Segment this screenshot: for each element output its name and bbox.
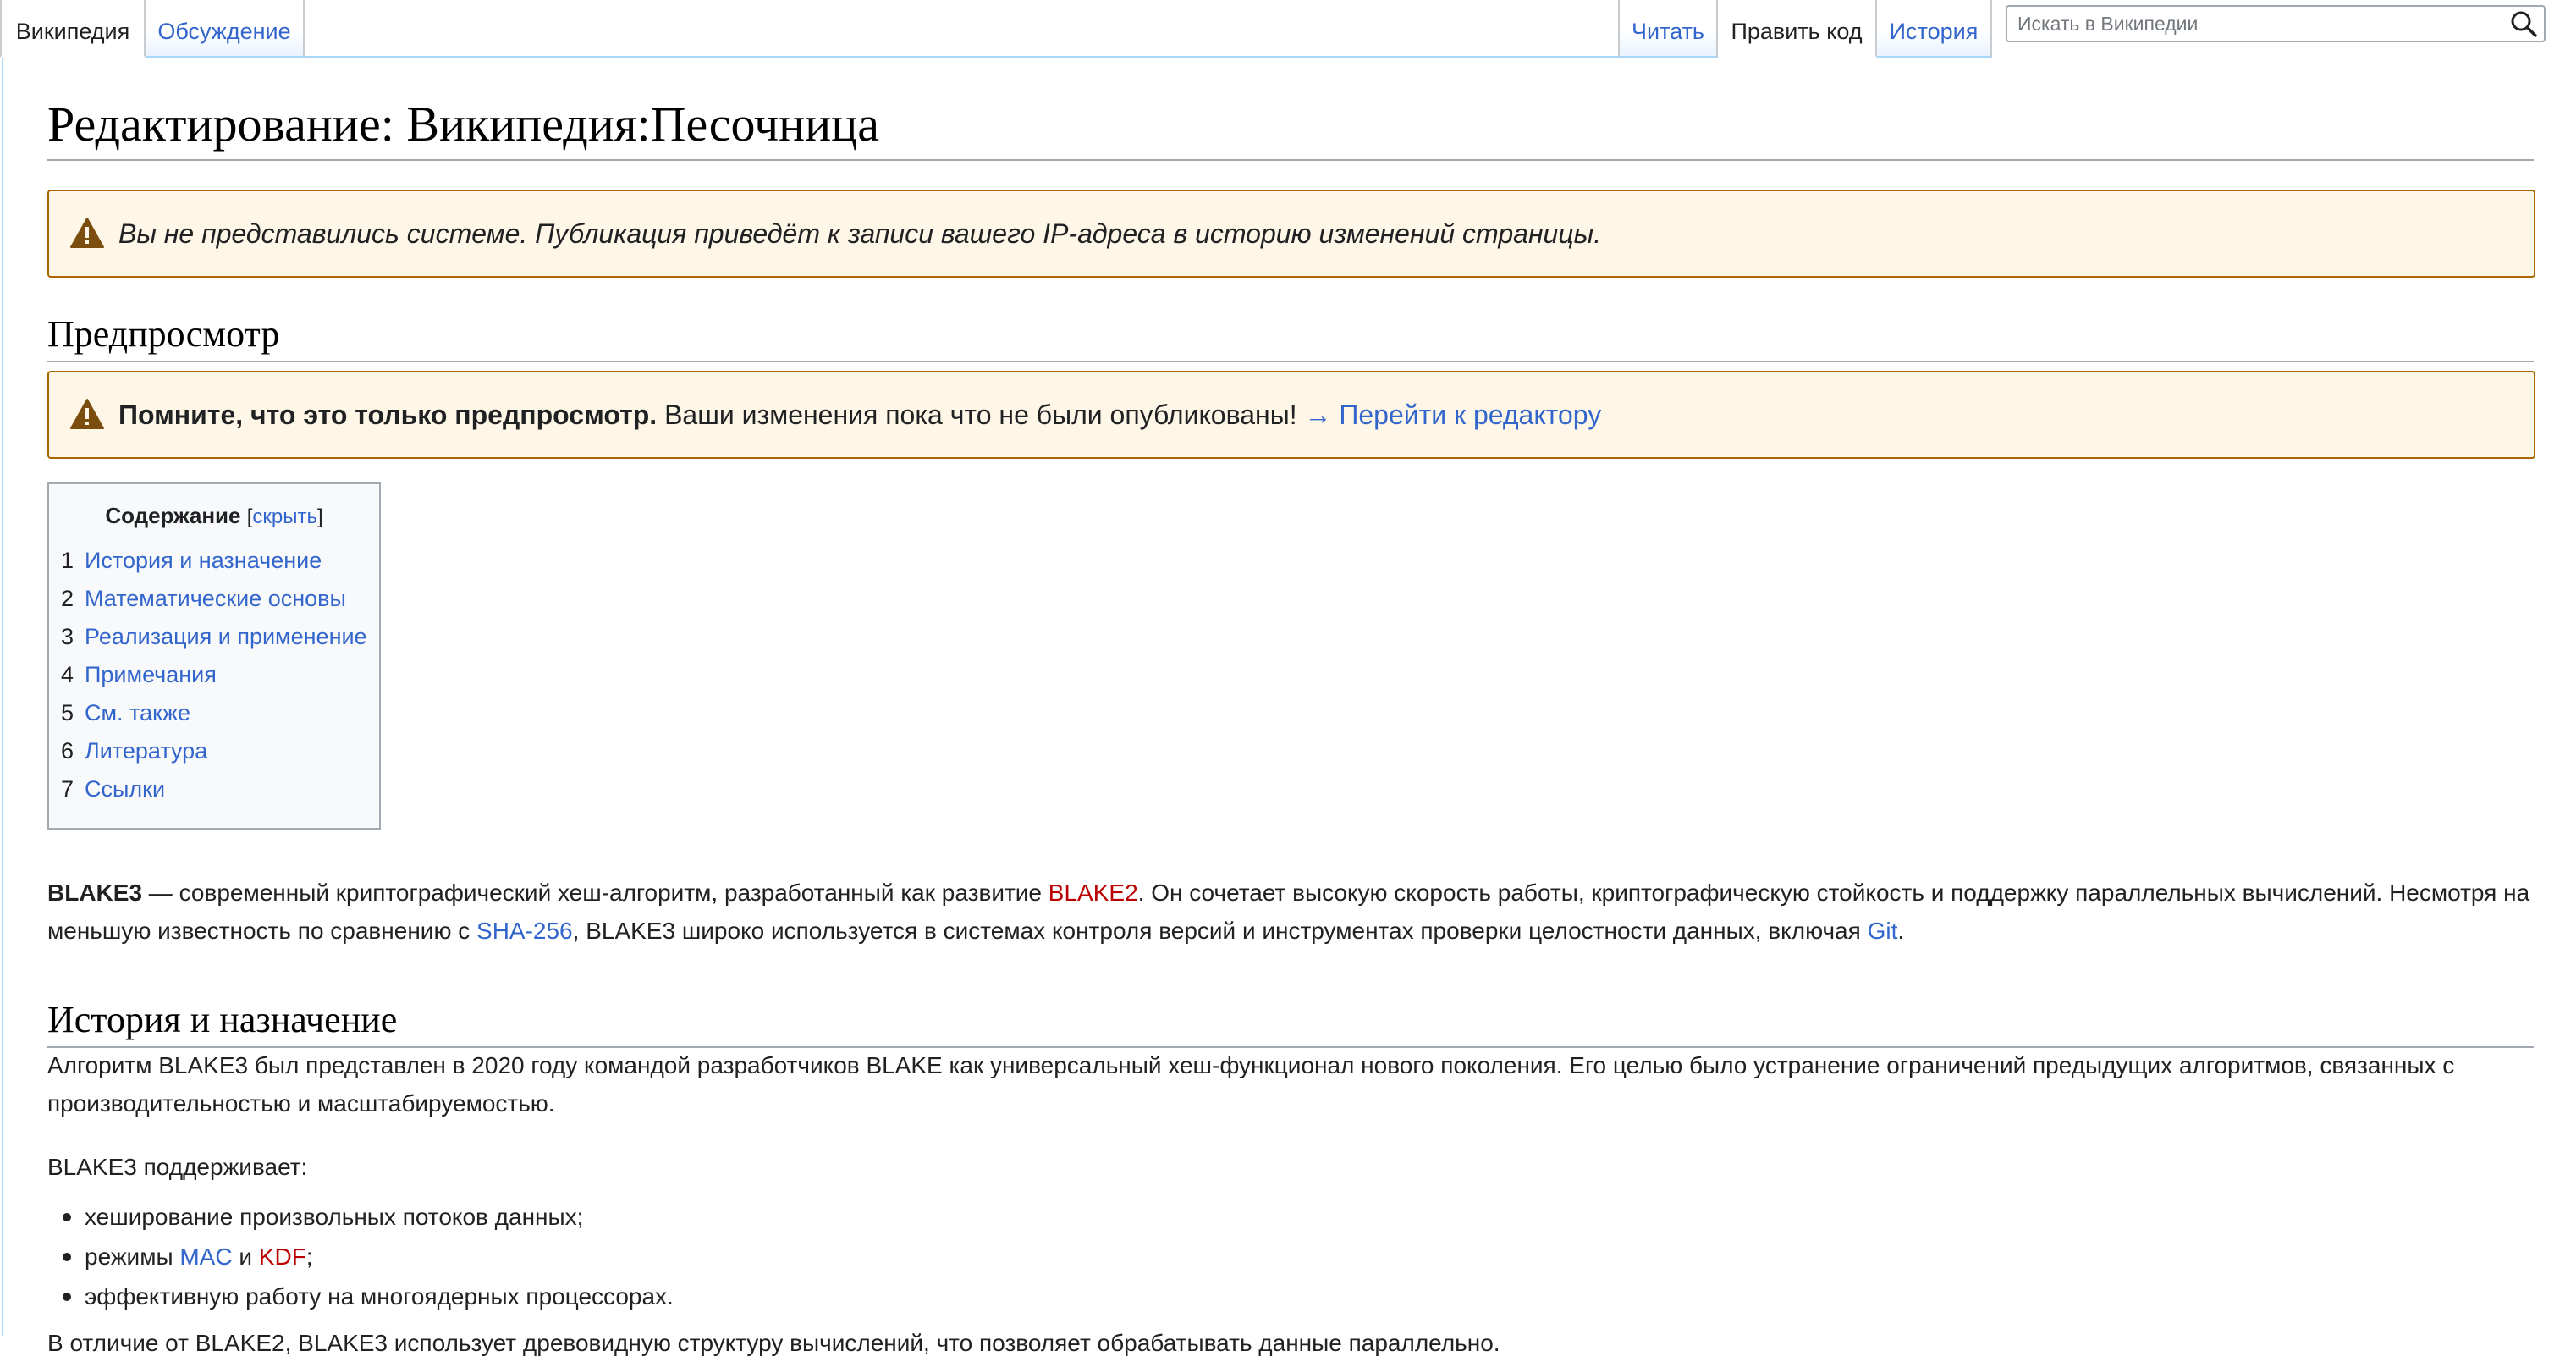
warning-icon xyxy=(69,398,105,430)
toc-list xyxy=(61,542,367,808)
toc-item-link[interactable]: См. также xyxy=(85,700,191,725)
toc-item-link[interactable]: Ссылки xyxy=(85,776,166,802)
history-paragraph-3: В отличие от BLAKE2, BLAKE3 использует древовидную структуру вычислений, что позволяет обрабатывать данные параллельно. xyxy=(47,1330,1500,1356)
toc-item-link[interactable]: Математические основы xyxy=(85,586,346,611)
toc-item[interactable] xyxy=(61,580,367,618)
toc-item-number: 6 xyxy=(61,738,74,764)
search-input[interactable] xyxy=(2007,7,2500,41)
blake2-redlink[interactable]: BLAKE2 xyxy=(1048,880,1138,906)
intro-paragraph xyxy=(47,874,2535,950)
table-of-contents xyxy=(47,482,381,830)
preview-notice-body: Ваши изменения пока что не были опубликованы! xyxy=(657,400,1305,430)
tab-project[interactable] xyxy=(0,0,146,58)
feature-text-mid: и xyxy=(232,1243,259,1270)
list-item xyxy=(47,1277,674,1316)
toc-item-link[interactable]: Литература xyxy=(85,738,208,764)
tab-read-label: Читать xyxy=(1632,19,1704,44)
intro-subject: BLAKE3 xyxy=(47,880,143,906)
list-item xyxy=(47,1237,674,1277)
preview-notice xyxy=(47,371,2535,459)
mac-link[interactable]: MAC xyxy=(179,1243,233,1270)
preview-notice-bold: Помните, что это только предпросмотр. xyxy=(118,400,658,430)
toc-item-number: 2 xyxy=(61,586,74,611)
toc-title: Содержание xyxy=(105,503,241,528)
history-paragraph-2: BLAKE3 поддерживает: xyxy=(47,1154,308,1180)
preview-heading: Предпросмотр xyxy=(47,312,2534,362)
tab-edit-source[interactable] xyxy=(1718,0,1877,58)
page-title: Редактирование: Википедия:Песочница xyxy=(47,95,2534,161)
toc-item-link[interactable]: Реализация и применение xyxy=(85,624,367,649)
toc-toggle xyxy=(247,505,323,528)
tab-read[interactable] xyxy=(1618,0,1718,58)
intro-text-4: . xyxy=(1897,918,1905,944)
list-item xyxy=(47,1197,674,1237)
warning-icon xyxy=(69,217,105,249)
search-box xyxy=(2006,5,2546,42)
tab-project-label: Википедия xyxy=(15,19,130,44)
toc-item-link[interactable]: Примечания xyxy=(85,662,217,687)
sha256-link[interactable]: SHA-256 xyxy=(476,918,573,944)
tab-discussion[interactable] xyxy=(146,0,305,58)
history-paragraph-1: Алгоритм BLAKE3 был представлен в 2020 году командой разработчиков BLAKE как универсальный хеш-функционал нового поколения. Его целью было устранение ограничений предыдущих алгоритмов, связанных с производительностью и масштабируемостью. xyxy=(47,1052,2455,1117)
history-heading: История и назначение xyxy=(47,997,2534,1048)
tab-history[interactable] xyxy=(1877,0,1992,58)
tab-edit-source-label: Править код xyxy=(1731,19,1863,44)
toc-item[interactable] xyxy=(61,618,367,656)
bullet xyxy=(63,1213,71,1221)
ip-warning-notice xyxy=(47,190,2535,278)
toc-item-number: 4 xyxy=(61,662,74,687)
preview-notice-text xyxy=(118,398,1601,432)
toc-item-number: 5 xyxy=(61,700,74,725)
bullet xyxy=(63,1293,71,1301)
toc-toggle-bracket-open: [ xyxy=(246,505,253,528)
toc-item-number: 3 xyxy=(61,624,74,649)
toc-item[interactable] xyxy=(61,732,367,770)
tab-discussion-label: Обсуждение xyxy=(157,19,291,44)
git-link[interactable]: Git xyxy=(1867,918,1898,944)
header-tabs xyxy=(0,0,2576,59)
toc-toggle-bracket-close: ] xyxy=(317,505,323,528)
feature-list xyxy=(47,1197,674,1316)
content-area xyxy=(2,58,2576,1356)
toc-item-number: 1 xyxy=(61,548,74,573)
toc-item[interactable] xyxy=(61,770,367,808)
tab-history-label: История xyxy=(1889,19,1979,44)
toc-item[interactable] xyxy=(61,656,367,694)
kdf-redlink[interactable]: KDF xyxy=(258,1243,306,1270)
feature-text: эффективную работу на многоядерных процессорах. xyxy=(85,1283,674,1310)
toc-hide-link[interactable]: скрыть xyxy=(252,505,317,528)
go-to-editor-link[interactable]: → Перейти к редактору xyxy=(1304,400,1602,430)
intro-text-1: — современный криптографический хеш-алгоритм, разработанный как развитие xyxy=(142,880,1049,906)
toc-item-number: 7 xyxy=(61,776,74,802)
feature-text-pre: режимы xyxy=(85,1243,180,1270)
ip-warning-text: Вы не представились системе. Публикация приведёт к записи вашего IP-адреса в историю изменений страницы. xyxy=(118,218,1602,249)
bullet xyxy=(63,1253,71,1261)
intro-text-2: . Он сочетает высокую скорость работы, криптографическую стойкость и поддержку параллельных вычислений. Несмотря на меньшую известность по сравнению с xyxy=(47,880,2530,944)
search-icon[interactable] xyxy=(2507,8,2540,39)
intro-text-3: , BLAKE3 широко используется в системах контроля версий и инструментах проверки целостности данных, включая xyxy=(572,918,1868,944)
toc-header xyxy=(49,501,379,532)
toc-item-link[interactable]: История и назначение xyxy=(85,548,322,573)
toc-item[interactable] xyxy=(61,542,367,580)
feature-text: хеширование произвольных потоков данных; xyxy=(85,1204,584,1230)
toc-item[interactable] xyxy=(61,694,367,732)
feature-text-post: ; xyxy=(305,1243,313,1270)
